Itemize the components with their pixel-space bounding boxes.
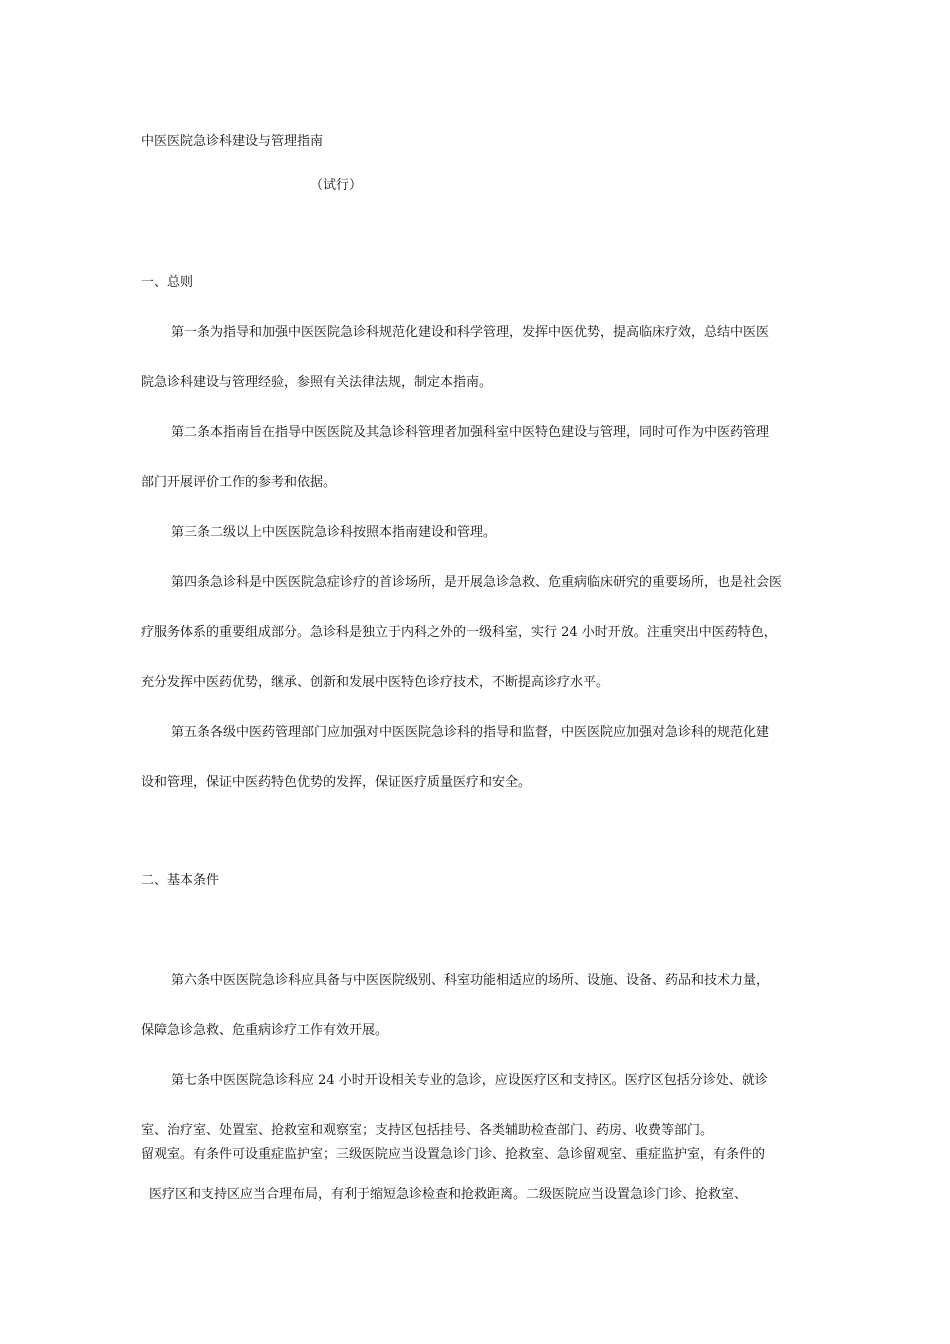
document-subtitle: （试行） (310, 178, 363, 193)
paragraph-line: 部门开展评价工作的参考和依据。 (141, 475, 337, 490)
paragraph-line: 第六条中医医院急诊科应具备与中医医院级别、科室功能相适应的场所、设施、设备、药品和技术力量， (171, 973, 770, 988)
paragraph-line: 第二条本指南旨在指导中医医院及其急诊科管理者加强科室中医特色建设与管理，同时可作为中医药管理 (171, 425, 770, 440)
paragraph-line: 第三条二级以上中医医院急诊科按照本指南建设和管理。 (171, 525, 497, 540)
section-heading-basic-conditions: 二、基本条件 (141, 873, 220, 888)
paragraph-line: 第四条急诊科是中医医院急症诊疗的首诊场所，是开展急诊急救、危重病临床研究的重要场所，也是社会医 (171, 575, 783, 590)
paragraph-line: 第七条中医医院急诊科应 24 小时开设相关专业的急诊，应设医疗区和支持区。医疗区包括分诊处、就诊 (171, 1073, 768, 1088)
paragraph-line: 院急诊科建设与管理经验，参照有关法律法规，制定本指南。 (141, 375, 493, 390)
paragraph-line: 第一条为指导和加强中医医院急诊科规范化建设和科学管理，发挥中医优势，提高临床疗效，总结中医医 (171, 325, 770, 340)
paragraph-line: 充分发挥中医药优势，继承、创新和发展中医特色诊疗技术，不断提高诊疗水平。 (141, 675, 610, 690)
paragraph-line: 第五条各级中医药管理部门应加强对中医医院急诊科的指导和监督，中医医院应加强对急诊科的规范化建 (171, 725, 770, 740)
paragraph-line: 医疗区和支持区应当合理布局，有利于缩短急诊检查和抢救距离。二级医院应当设置急诊门诊、抢救室、 (149, 1187, 748, 1202)
paragraph-line: 疗服务体系的重要组成部分。急诊科是独立于内科之外的一级科室，实行 24 小时开放。注重突出中医药特色， (141, 625, 777, 640)
paragraph-line: 保障急诊急救、危重病诊疗工作有效开展。 (141, 1023, 389, 1038)
section-heading-general: 一、总则 (141, 275, 194, 290)
paragraph-line: 室、治疗室、处置室、抢救室和观察室；支持区包括挂号、各类辅助检查部门、药房、收费等部门。 (141, 1123, 714, 1138)
paragraph-line: 设和管理，保证中医药特色优势的发挥，保证医疗质量医疗和安全。 (141, 775, 532, 790)
paragraph-line: 留观室。有条件可设重症监护室；三级医院应当设置急诊门诊、抢救室、急诊留观室、重症监护室，有条件的 (141, 1147, 766, 1162)
document-title: 中医医院急诊科建设与管理指南 (141, 134, 324, 149)
